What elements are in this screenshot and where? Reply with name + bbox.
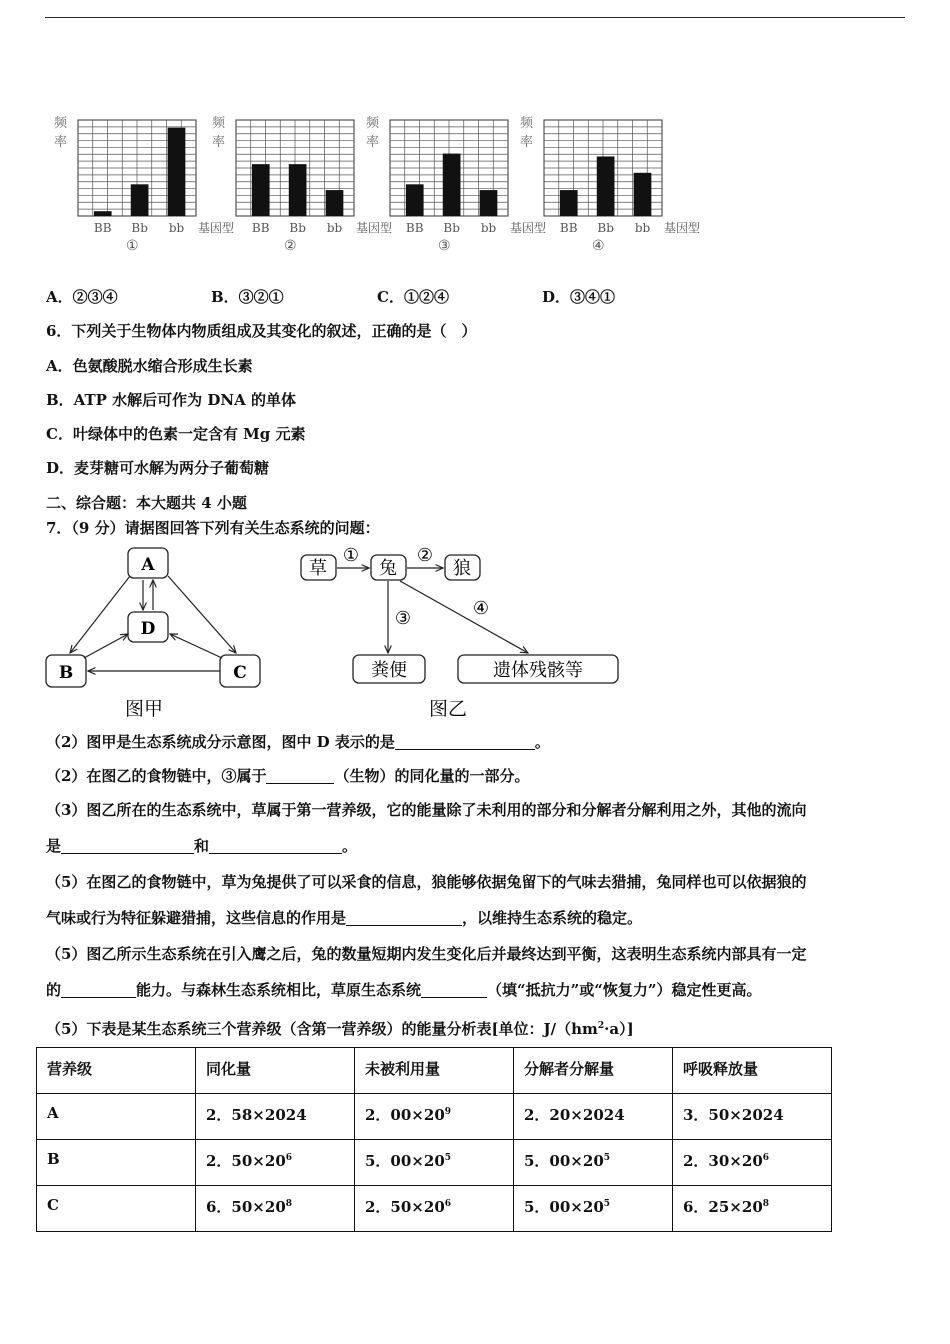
table-cell: A — [37, 1094, 196, 1140]
bar-bb — [289, 164, 307, 216]
node-wolf-label: 狼 — [453, 558, 471, 579]
x-axis-label: 基因型 — [510, 221, 547, 235]
table-row — [37, 1186, 832, 1232]
sub-question-5 — [46, 936, 906, 1008]
q6-option-c: C．叶绿体中的色素一定含有 Mg 元素 — [46, 425, 306, 443]
sub4-end: ，以维持生态系统的稳定。 — [462, 909, 643, 927]
ecosystem-diagrams — [40, 540, 640, 725]
tick-label: Bb — [597, 221, 614, 235]
sub-question-4 — [46, 864, 906, 936]
chart-4 — [516, 110, 701, 260]
table-cell: 2．$50\times 20^6$ — [355, 1186, 514, 1232]
sub4-text: 气味或行为特征躲避猎捕，这些信息的作用是 — [46, 909, 347, 927]
bar-bb — [560, 190, 578, 216]
bar-bb — [131, 184, 149, 216]
q7-stem: 7．（9 分）请据图回答下列有关生态系统的问题： — [46, 519, 380, 537]
sub2-end: （生物）的同化量的一部分。 — [334, 767, 530, 785]
bar-bb — [597, 156, 615, 216]
node-feces-label: 粪便 — [371, 660, 407, 681]
table-header: 同化量 — [196, 1048, 355, 1094]
q6-option-a: A．色氨酸脱水缩合形成生长素 — [46, 357, 253, 375]
table-row — [37, 1140, 832, 1186]
chart-ylabel: 频率 — [366, 116, 380, 150]
arrow-label-2: ② — [416, 545, 434, 566]
tick-label: BB — [405, 221, 424, 235]
sub3-line2 — [46, 828, 906, 864]
table-header: 呼吸释放量 — [673, 1048, 832, 1094]
sub1-end: 。 — [534, 733, 550, 751]
sub6-end: ·a）] — [604, 1020, 634, 1038]
caption-jia: 图甲 — [124, 698, 164, 720]
x-axis-label: 基因型 — [198, 221, 235, 235]
tick-label: bb — [326, 221, 343, 235]
energy-table — [36, 1047, 832, 1232]
answer-blank[interactable] — [346, 909, 462, 926]
bar-bb — [168, 128, 186, 216]
bar-bb — [406, 184, 424, 216]
figure-yi — [301, 545, 618, 720]
table-cell: 2．$50\times 20^6$ — [196, 1140, 355, 1186]
q6-option-d: D．麦芽糖可水解为两分子葡萄糖 — [46, 459, 270, 477]
table-cell: B — [37, 1140, 196, 1186]
q5-option-b: B．③②① — [211, 288, 284, 306]
figure-jia — [46, 548, 260, 720]
node-b-label: B — [58, 663, 74, 683]
q5-option-d: D．③④① — [542, 288, 616, 306]
chart-ylabel: 频率 — [212, 116, 226, 150]
tick-label: bb — [480, 221, 497, 235]
x-axis-label: 基因型 — [356, 221, 393, 235]
sub5-mid: 能力。与森林生态系统相比，草原生态系统 — [136, 981, 422, 999]
table-cell: 6．$50\times 20^8$ — [196, 1186, 355, 1232]
tick-label: Bb — [443, 221, 460, 235]
sub-question-6 — [46, 1008, 906, 1047]
chart-ylabel: 频率 — [54, 116, 68, 150]
chart-2 — [208, 110, 393, 260]
sub3-prefix: 是 — [46, 837, 62, 855]
answer-blank[interactable] — [421, 981, 487, 998]
table-header: 分解者分解量 — [514, 1048, 673, 1094]
table-cell: C — [37, 1186, 196, 1232]
q6-stem: 6．下列关于生物体内物质组成及其变化的叙述，正确的是（ ） — [46, 322, 477, 340]
answer-blank[interactable] — [266, 767, 334, 784]
chart-number-label: ③ — [437, 238, 451, 254]
chart-ylabel: 频率 — [520, 116, 534, 150]
bar-bb — [252, 164, 270, 216]
chart-4-svg — [516, 110, 701, 260]
caption-yi: 图乙 — [428, 698, 468, 720]
answer-blank[interactable] — [61, 837, 194, 854]
table-cell: 2．58×2024 — [196, 1094, 355, 1140]
table-cell: 3．50×2024 — [673, 1094, 832, 1140]
bar-bb — [634, 173, 652, 216]
sub-question-2 — [46, 758, 906, 794]
sub5-line2 — [46, 972, 906, 1008]
table-cell: 2．$30\times 20^6$ — [673, 1140, 832, 1186]
q5-option-a: A．②③④ — [46, 288, 118, 306]
sub5-end: （填“抵抗力”或“恢复力”）稳定性更高。 — [487, 981, 762, 999]
sub6-sup: 2 — [597, 1021, 605, 1031]
chart-number-label: ① — [125, 238, 139, 254]
table-row — [37, 1094, 832, 1140]
table-cell: 5．$00\times 20^5$ — [514, 1186, 673, 1232]
node-rabbit-label: 兔 — [379, 558, 397, 579]
table-header-row — [37, 1048, 832, 1094]
tick-label: BB — [251, 221, 270, 235]
bar-bb — [480, 190, 498, 216]
sub4-line1: （5）在图乙的食物链中，草为兔提供了可以采食的信息，狼能够依据兔留下的气味去猎捕，兔同样也可以依据狼的 — [46, 873, 807, 891]
tick-label: BB — [93, 221, 112, 235]
tick-label: Bb — [131, 221, 148, 235]
sub1-text: （2）图甲是生态系统成分示意图，图中 D 表示的是 — [46, 733, 395, 751]
chart-1 — [50, 110, 235, 260]
section-heading: 二、综合题：本大题共 4 小题 — [46, 494, 247, 512]
arrow-label-3: ③ — [394, 608, 412, 629]
table-cell: 2．20×2024 — [514, 1094, 673, 1140]
sub3-and: 和 — [194, 837, 210, 855]
chart-number-label: ② — [283, 238, 297, 254]
table-cell: 2．$00\times 20^9$ — [355, 1094, 514, 1140]
chart-3 — [362, 110, 547, 260]
answer-blank[interactable] — [395, 733, 535, 750]
sub-question-1 — [46, 724, 906, 760]
bar-bb — [443, 154, 461, 216]
sub3-line1: （3）图乙所在的生态系统中，草属于第一营养级，它的能量除了未利用的部分和分解者分解利用之外，其他的流向 — [46, 801, 807, 819]
sub2-text: （2）在图乙的食物链中，③属于 — [46, 767, 267, 785]
bar-bb — [94, 211, 112, 216]
x-axis-label: 基因型 — [664, 221, 701, 235]
sub-question-3 — [46, 792, 906, 864]
table-cell: 6．$25\times 20^8$ — [673, 1186, 832, 1232]
node-grass-label: 草 — [309, 558, 327, 579]
table-header: 营养级 — [37, 1048, 196, 1094]
sub5-prefix: 的 — [46, 981, 62, 999]
q5-option-c: C．①②④ — [377, 288, 449, 306]
node-c-label: C — [233, 663, 247, 683]
sub4-line2 — [46, 900, 906, 936]
tick-label: bb — [168, 221, 185, 235]
tick-label: BB — [559, 221, 578, 235]
node-d-label: D — [140, 619, 156, 639]
header-rule — [45, 17, 905, 18]
q6-option-b: B．ATP 水解后可作为 DNA 的单体 — [46, 391, 296, 409]
sub5-line1: （5）图乙所示生态系统在引入鹰之后，兔的数量短期内发生变化后并最终达到平衡，这表明生态系统内部具有一定 — [46, 945, 807, 963]
answer-blank[interactable] — [209, 837, 342, 854]
node-remains-label: 遗体残骸等 — [493, 660, 583, 681]
sub3-end: 。 — [342, 837, 358, 855]
sub6-text: （5）下表是某生态系统三个营养级（含第一营养级）的能量分析表[单位：J/（hm — [46, 1020, 598, 1038]
answer-blank[interactable] — [61, 981, 136, 998]
arrow-label-1: ① — [342, 545, 360, 566]
node-a-label: A — [141, 555, 155, 575]
chart-number-label: ④ — [591, 238, 605, 254]
table-cell: 5．$00\times 20^5$ — [514, 1140, 673, 1186]
tick-label: Bb — [289, 221, 306, 235]
tick-label: bb — [634, 221, 651, 235]
table-header: 未被利用量 — [355, 1048, 514, 1094]
arrow-label-4: ④ — [472, 598, 490, 619]
table-cell: 5．$00\times 20^5$ — [355, 1140, 514, 1186]
bar-bb — [326, 190, 344, 216]
